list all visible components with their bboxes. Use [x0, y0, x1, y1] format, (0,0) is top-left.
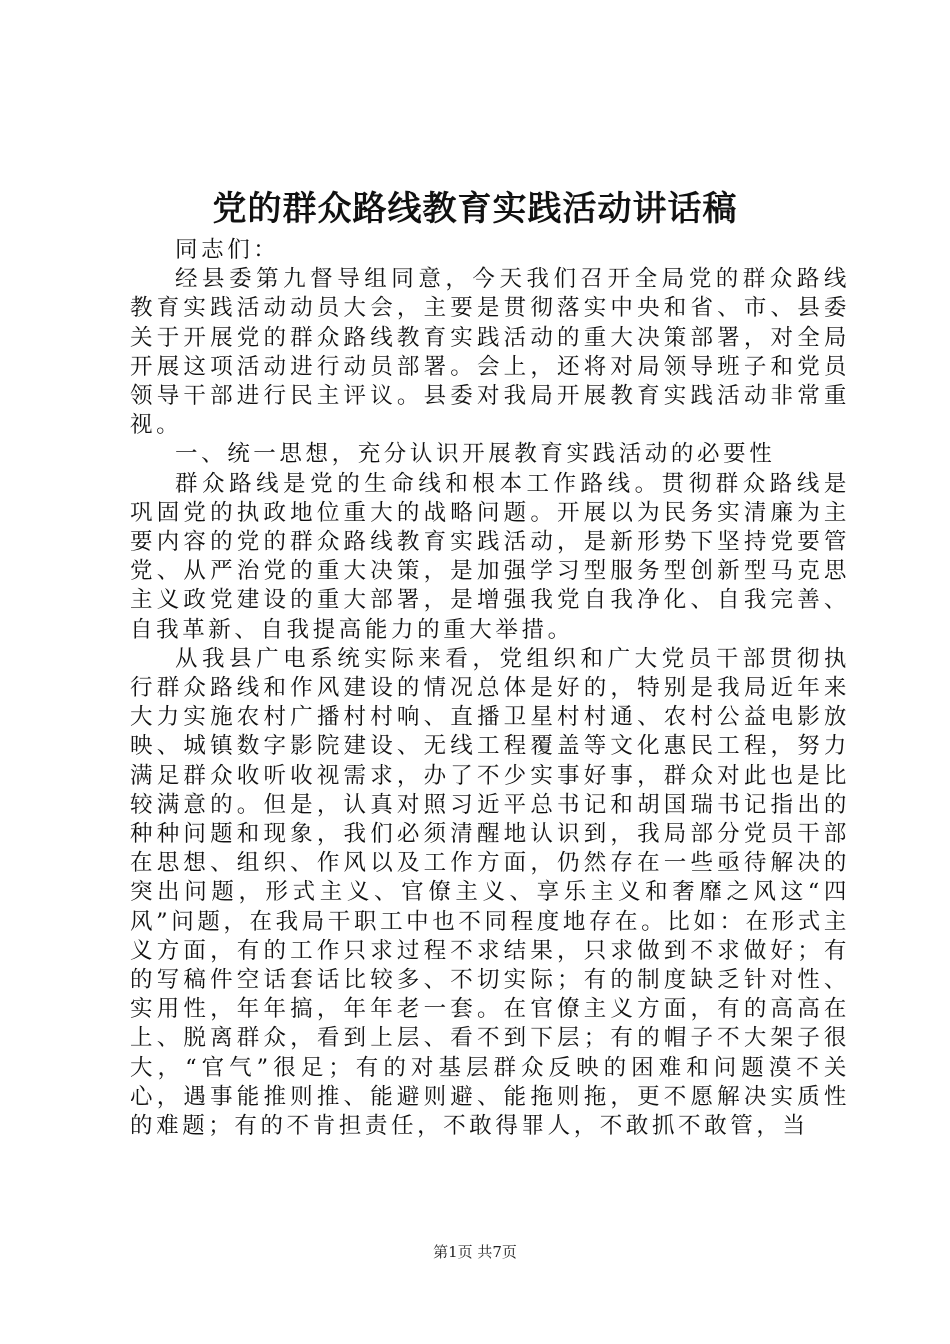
greeting: 同志们： — [175, 237, 280, 263]
paragraph: 从我县广电系统实际来看，党组织和广大党员干部贯彻执行群众路线和作风建设的情况总体是好的，特别是我局近年来大力实施农村广播村村响、直播卫星村村通、农村公益电影放映、城镇数字影院建设、无线工程覆盖等文化惠民工程，努力满足群众收听收视需求，办了不少实事好事，群众对此也是比较满意的。但是，认真对照习近平总书记和胡国瑞书记指出的种种问题和现象，我们必须清醒地认识到，我局部分党员干部在思想、组织、作风以及工作方面，仍然存在一些亟待解决的突出问题，形式主义、官僚主义、享乐主义和奢靡之风这“四风”问题，在我局干职工中也不同程度地存在。比如：在形式主义方面，有的工作只求过程不求结果，只求做到不求做好；有的写稿件空话套话比较多、不切实际；有的制度缺乏针对性、实用性，年年搞，年年老一套。在官僚主义方面，有的高高在上、脱离群众，看到上层、看不到下层；有的帽子不大架子很大，“官气”很足；有的对基层群众反映的困难和问题漠不关心，遇事能推则推、能避则避、能拖则拖，更不愿解决实质性的难题；有的不肯担责任，不敢得罪人，不敢抓不敢管，当 — [130, 645, 850, 1140]
paragraph: 群众路线是党的生命线和根本工作路线。贯彻群众路线是巩固党的执政地位重大的战略问题。开展以为民务实清廉为主要内容的党的群众路线教育实践活动，是新形势下坚持党要管党、从严治党的重大决策，是加强学习型服务型创新型马克思主义政党建设的重大部署，是增强我党自我净化、自我完善、自我革新、自我提高能力的重大举措。 — [130, 470, 850, 643]
document-body — [130, 236, 850, 1141]
page-number: 第1页 共7页 — [433, 1243, 517, 1261]
paragraph: 经县委第九督导组同意，今天我们召开全局党的群众路线教育实践活动动员大会，主要是贯彻落实中央和省、市、县委关于开展党的群众路线教育实践活动的重大决策部署，对全局开展这项活动进行动员部署。会上，还将对局领导班子和党员领导干部进行民主评议。县委对我局开展教育实践活动非常重视。 — [130, 266, 850, 439]
document-title: 党的群众路线教育实践活动讲话稿 — [212, 189, 738, 229]
section-heading: 一、统一思想，充分认识开展教育实践活动的必要性 — [175, 441, 776, 468]
